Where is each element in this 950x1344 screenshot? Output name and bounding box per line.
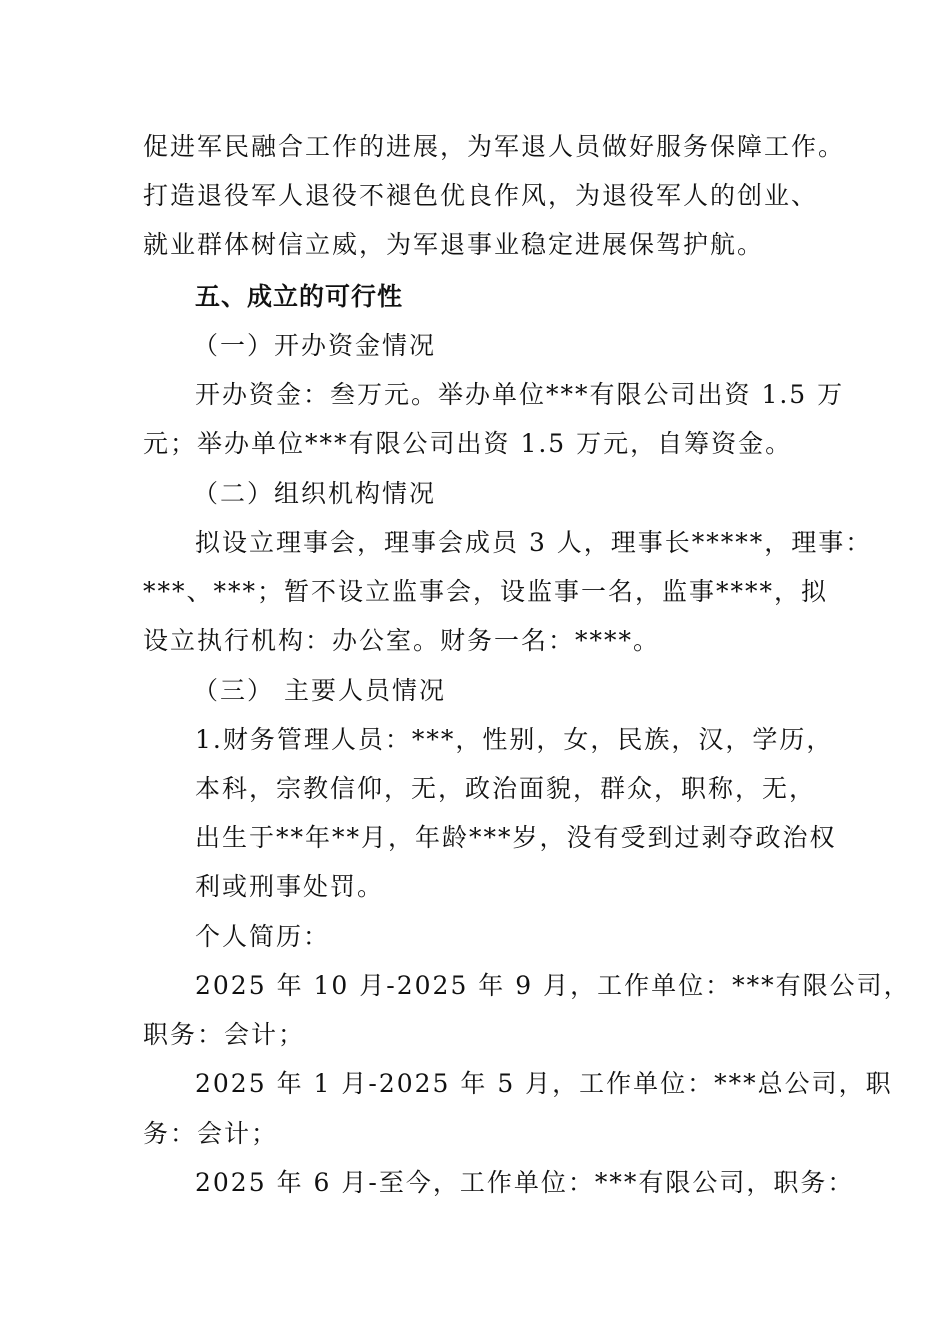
body-line: 利或刑事处罚。 bbox=[195, 872, 385, 901]
subsection-heading: （三） 主要人员情况 bbox=[193, 676, 446, 705]
body-line: 促进军民融合工作的进展，为军退人员做好服务保障工作。 bbox=[143, 132, 846, 161]
body-line: 1.财务管理人员：***，性别，女，民族，汉，学历， bbox=[195, 725, 834, 754]
subsection-heading: （二）组织机构情况 bbox=[193, 479, 437, 508]
body-line: 本科，宗教信仰，无，政治面貌，群众，职称，无， bbox=[195, 774, 817, 803]
body-line: 2025 年 6 月-至今，工作单位：***有限公司，职务： bbox=[195, 1168, 855, 1197]
body-line: 个人简历： bbox=[195, 922, 331, 951]
body-line: 出生于**年**月，年龄***岁，没有受到过剥夺政治权 bbox=[195, 823, 837, 852]
body-line: 开办资金：叁万元。举办单位***有限公司出资 1.5 万 bbox=[195, 380, 845, 409]
body-line: 2025 年 1 月-2025 年 5 月，工作单位：***总公司，职 bbox=[195, 1069, 893, 1098]
body-line: ***、***；暂不设立监事会，设监事一名，监事****，拟 bbox=[143, 577, 829, 606]
body-line: 职务：会计； bbox=[143, 1020, 306, 1049]
body-line: 拟设立理事会，理事会成员 3 人，理事长*****，理事： bbox=[195, 528, 873, 557]
section-heading: 五、成立的可行性 bbox=[195, 282, 404, 311]
body-line: 元；举办单位***有限公司出资 1.5 万元，自筹资金。 bbox=[143, 429, 793, 458]
subsection-heading: （一）开办资金情况 bbox=[193, 331, 437, 360]
body-line: 就业群体树信立威，为军退事业稳定进展保驾护航。 bbox=[143, 230, 765, 259]
body-line: 2025 年 10 月-2025 年 9 月，工作单位：***有限公司， bbox=[195, 971, 911, 1000]
body-line: 设立执行机构：办公室。财务一名：****。 bbox=[143, 626, 661, 655]
body-line: 打造退役军人退役不褪色优良作风，为退役军人的创业、 bbox=[143, 181, 819, 210]
body-line: 务：会计； bbox=[143, 1119, 279, 1148]
